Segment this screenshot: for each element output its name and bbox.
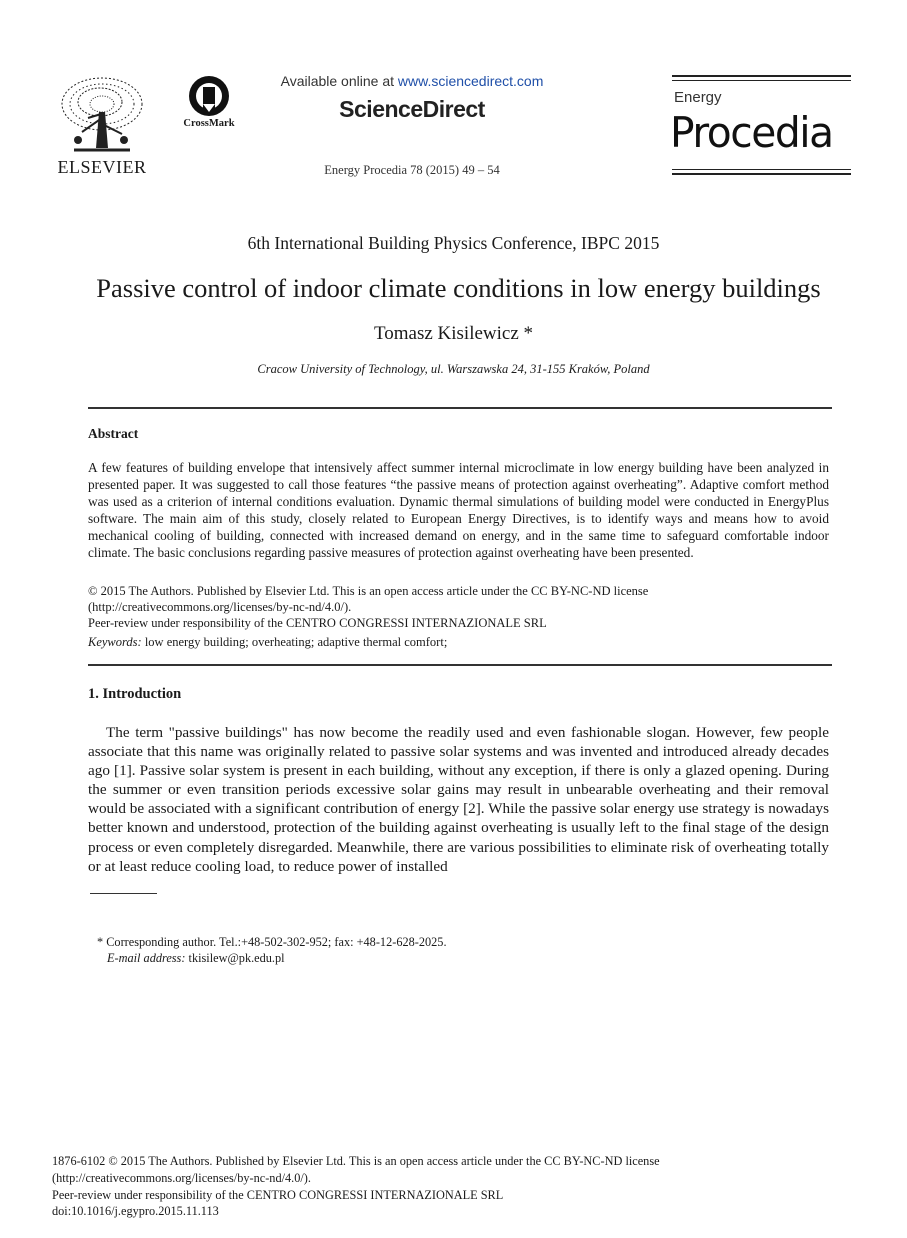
journal-rule-top-1: [672, 75, 851, 77]
journal-name: Procedia: [670, 108, 833, 157]
abstract-rule-bottom: [88, 664, 832, 666]
keywords-line: [88, 634, 447, 650]
license-link[interactable]: (http://creativecommons.org/licenses/by-nc-nd/4.0/).: [88, 600, 352, 614]
email-address[interactable]: tkisilew@pk.edu.pl: [185, 951, 285, 965]
abstract-text: A few features of building envelope that intensively affect summer internal microclimate in low energy building have been analyzed in presented paper. It was suggested to call those features “the passive means of protection against overheating”. Adaptive comfort method was used as a criterion of internal conditions evaluation. Dynamic thermal simulations of building model were conducted in EnergyPlus software. The main aim of this study, closely related to European Energy Directives, is to identify ways and means how to avoid mechanical cooling of building, connected with increased demand on energy, and in the same time to safeguard comfortable indoor climate. The basic conclusions regarding passive measures of protection against overheating have been presented.: [88, 460, 829, 561]
email-label: E-mail address:: [107, 951, 186, 965]
sciencedirect-link[interactable]: www.sciencedirect.com: [397, 73, 544, 89]
copyright-line: © 2015 The Authors. Published by Elsevier Ltd. This is an open access article under the CC BY-NC-ND license: [88, 584, 649, 598]
footer-license-link[interactable]: (http://creativecommons.org/licenses/by-nc-nd/4.0/).: [52, 1171, 311, 1185]
footer-peer-review: Peer-review under responsibility of the CENTRO CONGRESSI INTERNAZIONALE SRL: [52, 1188, 504, 1202]
available-online-line: [262, 73, 562, 89]
abstract-heading: Abstract: [88, 426, 139, 441]
footer-doi[interactable]: doi:10.1016/j.egypro.2015.11.113: [52, 1204, 219, 1218]
journal-rule-bottom-1: [672, 169, 851, 170]
keywords-values: low energy building; overheating; adaptive thermal comfort;: [141, 635, 448, 649]
paper-title: Passive control of indoor climate conditions in low energy buildings: [96, 273, 821, 303]
publisher-wordmark: ELSEVIER: [57, 157, 147, 177]
abstract-rule-top: [88, 407, 832, 409]
introduction-heading: 1. Introduction: [88, 686, 182, 702]
author-name: Tomasz Kisilewicz *: [373, 323, 534, 344]
sciencedirect-wordmark: ScienceDirect: [339, 96, 485, 122]
journal-top-word: Energy: [674, 89, 722, 106]
introduction-text: The term "passive buildings" has now become the readily used and even fashionable slogan. However, few people associate that this name was originally related to passive solar systems and was invented and introduced already decades ago [1]. Passive solar system is present in each building, without any exception, if there is only a glazed opening. During the summer or even transition periods excessive solar gains may result in unbearable overheating and their removal would be associated with a significant contribution of energy [2]. While the passive solar energy use strategy is nowadays better known and understood, protection of the building against overheating is usually left to the final stage of the design process or even completely disregarded. Meanwhile, there are various possibilities to eliminate risk of overheating totally or at least reduce cooling load, to reduce power of installed: [88, 724, 829, 875]
footer-issn-line: 1876-6102 © 2015 The Authors. Published by Elsevier Ltd. This is an open access article under the CC BY-NC-ND license: [52, 1154, 660, 1168]
author-affiliation: Cracow University of Technology, ul. Warszawska 24, 31-155 Kraków, Poland: [257, 362, 650, 376]
crossmark-label: CrossMark: [183, 118, 235, 129]
footnote-rule: [90, 893, 157, 894]
journal-rule-top-2: [672, 80, 851, 81]
available-prefix: Available online at: [280, 73, 398, 89]
email-line: [107, 950, 285, 966]
keywords-label: Keywords:: [88, 635, 142, 649]
conference-name: 6th International Building Physics Conference, IBPC 2015: [247, 233, 660, 253]
peer-review-line: Peer-review under responsibility of the CENTRO CONGRESSI INTERNAZIONALE SRL: [88, 616, 547, 630]
corresponding-author-note: * Corresponding author. Tel.:+48-502-302-952; fax: +48-12-628-2025.: [97, 935, 447, 949]
journal-rule-bottom-2: [672, 173, 851, 175]
journal-citation: Energy Procedia 78 (2015) 49 – 54: [324, 163, 500, 177]
